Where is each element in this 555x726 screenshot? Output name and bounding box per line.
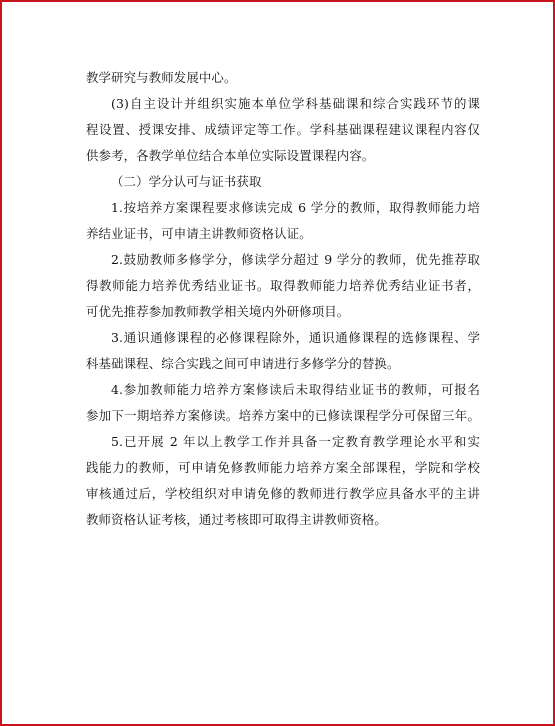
document-body <box>86 65 480 533</box>
text-line-10: 可优先推荐参加教师教学相关境内外研修项目。 <box>86 304 350 319</box>
text-line-3: 程设置、授课安排、成绩评定等工作。学科基础课程建议课程内容仅 <box>86 122 480 137</box>
text-line-11: 3.通识通修课程的必修课程除外，通识通修课程的选修课程、学 <box>111 330 480 345</box>
section-heading: （二）学分认可与证书获取 <box>111 174 262 189</box>
text-line-9: 得教师能力培养优秀结业证书。取得教师能力培养优秀结业证书者， <box>86 278 480 293</box>
text-line-1: 教学研究与教师发展中心。 <box>86 70 237 85</box>
text-line-2: (3)自主设计并组织实施本单位学科基础课和综合实践环节的课 <box>111 96 480 111</box>
text-line-8: 2.鼓励教师多修学分，修读学分超过 9 学分的教师，优先推荐取 <box>111 252 480 267</box>
text-line-16: 践能力的教师，可申请免修教师能力培养方案全部课程，学院和学校 <box>86 460 480 475</box>
text-line-12: 科基础课程、综合实践之间可申请进行多修学分的替换。 <box>86 356 400 371</box>
text-line-13: 4.参加教师能力培养方案修读后未取得结业证书的教师，可报名 <box>111 382 480 397</box>
text-line-6: 1.按培养方案课程要求修读完成 6 学分的教师，取得教师能力培 <box>111 200 480 215</box>
text-line-18: 教师资格认证考核，通过考核即可取得主讲教师资格。 <box>86 512 387 527</box>
text-line-15: 5.已开展 2 年以上教学工作并具备一定教育教学理论水平和实 <box>111 434 480 449</box>
text-line-4: 供参考，各教学单位结合本单位实际设置课程内容。 <box>86 148 375 163</box>
text-line-17: 审核通过后，学校组织对申请免修的教师进行教学应具备水平的主讲 <box>86 486 480 501</box>
text-line-7: 养结业证书，可申请主讲教师资格认证。 <box>86 226 312 241</box>
text-line-14: 参加下一期培养方案修读。培养方案中的已修读课程学分可保留三年。 <box>86 408 480 423</box>
